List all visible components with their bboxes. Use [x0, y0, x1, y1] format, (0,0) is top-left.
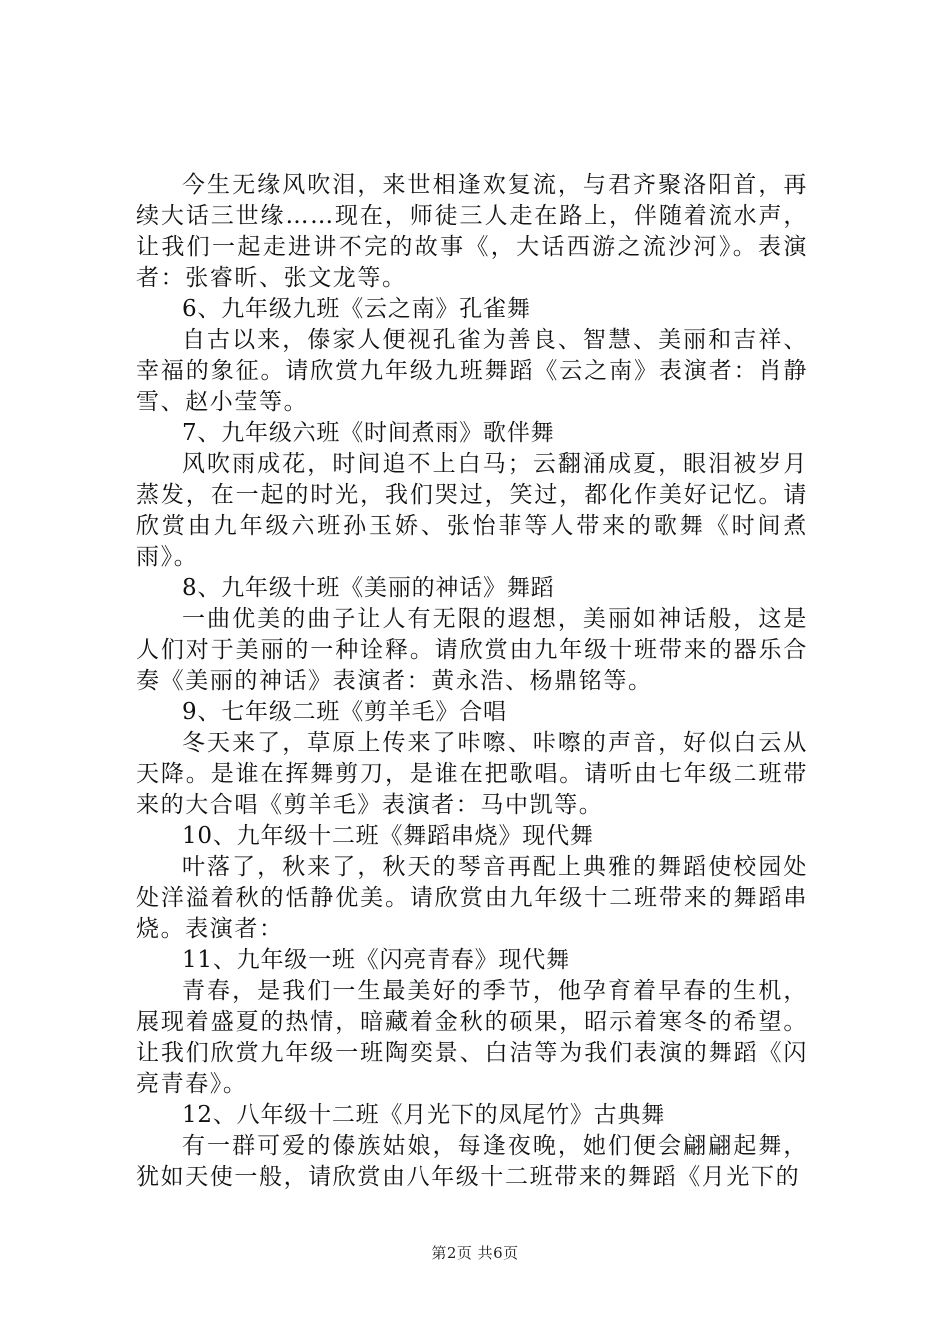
paragraph-program-6: 自古以来，傣家人便视孔雀为善良、智慧、美丽和吉祥、幸福的象征。请欣赏九年级九班舞蹈《云之南》表演者：肖静雪、赵小莹等。	[136, 327, 808, 415]
program-heading-11: 11、九年级一班《闪亮青春》现代舞	[182, 947, 570, 973]
document-body	[136, 170, 808, 1193]
program-heading-9: 9、七年级二班《剪羊毛》合唱	[182, 699, 507, 725]
paragraph-program-8: 一曲优美的曲子让人有无限的遐想，美丽如神话般，这是人们对于美丽的一种诠释。请欣赏由九年级十班带来的器乐合奏《美丽的神话》表演者：黄永浩、杨鼎铭等。	[136, 606, 808, 694]
paragraph-program-12: 有一群可爱的傣族姑娘，每逢夜晚，她们便会翩翩起舞，犹如天使一般，请欣赏由八年级十二班带来的舞蹈《月光下的	[136, 1133, 808, 1190]
paragraph-intro-dahua-xiyou: 今生无缘风吹泪，来世相逢欢复流，与君齐聚洛阳首，再续大话三世缘……现在，师徒三人走在路上，伴随着流水声，让我们一起走进讲不完的故事《，大话西游之流沙河》。表演者：张睿昕、张文龙等。	[136, 172, 808, 291]
paragraph-program-10: 叶落了，秋来了，秋天的琴音再配上典雅的舞蹈使校园处处洋溢着秋的恬静优美。请欣赏由九年级十二班带来的舞蹈串烧。表演者：	[136, 854, 808, 942]
program-heading-6: 6、九年级九班《云之南》孔雀舞	[182, 296, 531, 322]
program-heading-7: 7、九年级六班《时间煮雨》歌伴舞	[182, 420, 555, 446]
page-number-footer: 第2页 共6页	[431, 1244, 519, 1262]
paragraph-program-9: 冬天来了，草原上传来了咔嚓、咔嚓的声音，好似白云从天降。是谁在挥舞剪刀，是谁在把歌唱。请听由七年级二班带来的大合唱《剪羊毛》表演者：马中凯等。	[136, 730, 808, 818]
program-heading-12: 12、八年级十二班《月光下的凤尾竹》古典舞	[182, 1102, 666, 1128]
program-heading-10: 10、九年级十二班《舞蹈串烧》现代舞	[182, 823, 594, 849]
paragraph-program-11: 青春，是我们一生最美好的季节，他孕育着早春的生机，展现着盛夏的热情，暗藏着金秋的硕果，昭示着寒冬的希望。让我们欣赏九年级一班陶奕景、白洁等为我们表演的舞蹈《闪亮青春》。	[136, 978, 808, 1097]
paragraph-program-7: 风吹雨成花，时间追不上白马；云翻涌成夏，眼泪被岁月蒸发，在一起的时光，我们哭过，笑过，都化作美好记忆。请欣赏由九年级六班孙玉娇、张怡菲等人带来的歌舞《时间煮雨》。	[136, 451, 808, 570]
program-heading-8: 8、九年级十班《美丽的神话》舞蹈	[182, 575, 555, 601]
